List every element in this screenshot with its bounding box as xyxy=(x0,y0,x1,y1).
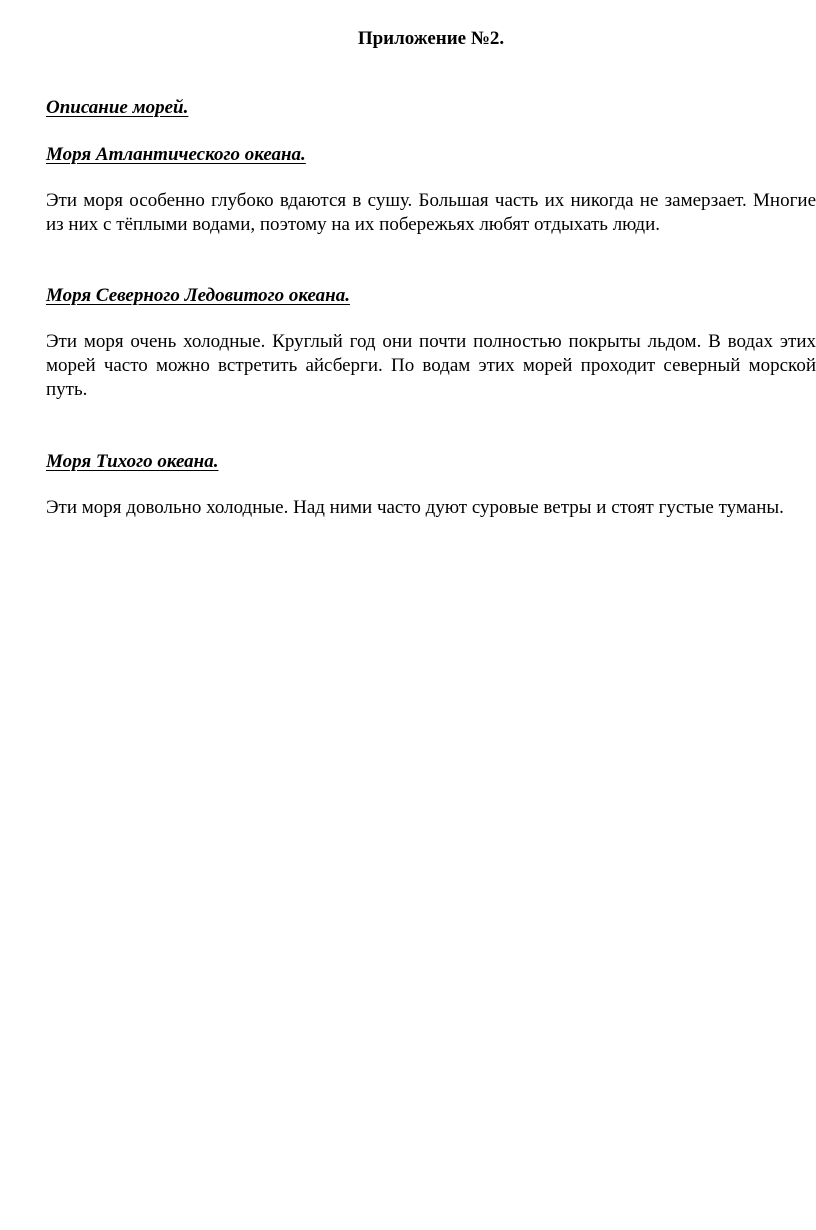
section-text-pacific: Эти моря довольно холодные. Над ними часто дуют суровые ветры и стоят густые туманы. xyxy=(46,497,784,518)
section-text-atlantic: Эти моря особенно глубоко вдаются в сушу. Большая часть их никогда не замерзает. Многие из них с тёплыми водами, поэтому на их побережьях любят отдыхать люди. xyxy=(46,190,816,235)
section-heading-atlantic: Моря Атлантического океана. xyxy=(46,144,306,165)
main-heading: Описание морей. xyxy=(46,97,189,118)
section-text-arctic: Эти моря очень холодные. Круглый год они почти полностью покрыты льдом. В водах этих морей часто можно встретить айсберги. По водам этих морей проходит северный морской путь. xyxy=(46,331,816,400)
document-title: Приложение №2. xyxy=(357,28,505,49)
section-heading-pacific: Моря Тихого океана. xyxy=(46,451,219,472)
document-page xyxy=(46,0,816,1230)
section-heading-arctic: Моря Северного Ледовитого океана. xyxy=(46,285,350,306)
